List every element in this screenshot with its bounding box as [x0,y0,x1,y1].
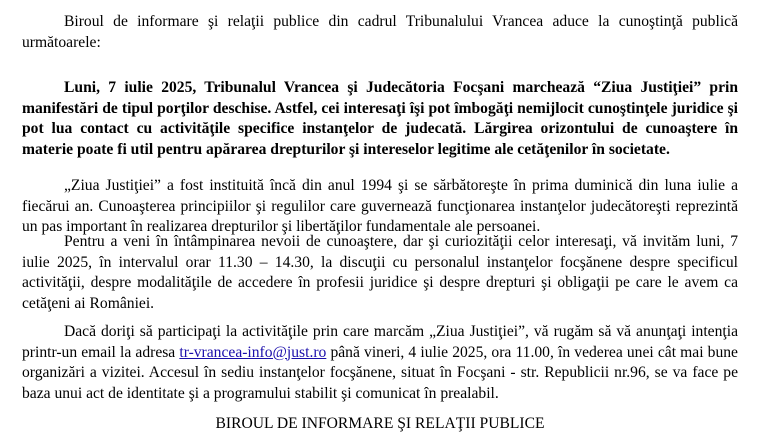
invitation-paragraph: Pentru a veni în întâmpinarea nevoii de cunoaştere, dar şi curiozităţii celor interesaţi, vă invităm luni, 7 iulie 2025, în intervalul orar 11.30 – 14.30, la discuţii cu personalul instanţelor focşănene despre specificul activităţii, despre modalităţile de accedere în profesii juridice şi despre drepturi şi obligaţii pe care le avem ca cetăţeni ai României. [22,233,738,312]
participation-text-after: până vineri, 4 iulie 2025, ora 11.00, în vederea unei cât mai bune organizări a vizitei. Accesul în sediu instanţelor focşănene, situat în Focşani - str. Republicii nr.96, se va face pe baza unui act de identitate şi a programului stabilit şi comunicat în prealabil. [22,343,738,402]
email-link[interactable]: tr-vrancea-info@just.ro [179,343,327,361]
signature: BIROUL DE INFORMARE ŞI RELAŢII PUBLICE [215,415,545,432]
participation-paragraph [22,322,738,404]
announcement-paragraph: Luni, 7 iulie 2025, Tribunalul Vrancea şi Judecătoria Focşani marchează “Ziua Justiţiei” prin manifestări de tipul porţilor deschise. Astfel, cei interesaţi îşi pot îmbogăţi nemijlocit cunoştinţele juridice şi pot lua contact cu activităţile specifice instanţelor de judecată. Lărgirea orizontului de cunoaştere în materie poate fi util pentru apărarea drepturilor şi intereselor legitime ale cetăţenilor în societate. [22,79,738,158]
intro-paragraph: Biroul de informare şi relaţii publice din cadrul Tribunalului Vrancea aduce la cunoştinţă publică următoarele: [22,13,738,51]
participation-text-before: Dacă doriţi să participaţi la activităţile prin care marcăm „Ziua Justiţiei”, vă rugăm să vă anunţaţi intenţia printr-un email la adresa [22,323,738,361]
history-paragraph: „Ziua Justiţiei” a fost instituită încă din anul 1994 şi se sărbătoreşte în prima duminică din luna iulie a fiecărui an. Cunoaşterea principiilor şi regulilor care guvernează funcţionarea instanţelor judecătoreşti reprezintă un pas important în realizarea drepturilor şi libertăţilor fundamentale ale persoanei. [22,177,738,235]
